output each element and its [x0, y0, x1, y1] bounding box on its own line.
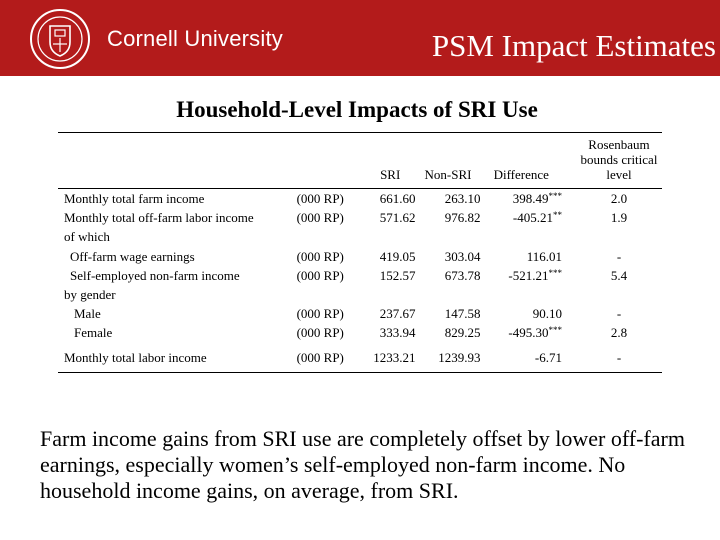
table-body	[58, 189, 662, 373]
row-label: Monthly total labor income	[58, 343, 297, 373]
row-non-sri-value: 829.25	[444, 325, 481, 341]
row-difference-value: -6.71	[534, 349, 562, 365]
row-non-sri-value	[415, 227, 480, 246]
header-non-sri: Non-SRI	[415, 133, 480, 189]
row-difference-cell	[481, 323, 576, 342]
slide-header	[0, 0, 720, 76]
row-sri-value: 1233.21	[365, 343, 416, 373]
row-unit: (000 RP)	[297, 343, 365, 373]
row-difference-cell	[481, 189, 576, 209]
row-non-sri-value: 147.58	[444, 306, 481, 322]
row-difference-cell	[481, 266, 576, 285]
row-label: by gender	[64, 287, 116, 303]
significance-marker: **	[552, 210, 562, 221]
row-label: Monthly total farm income	[64, 191, 205, 206]
header-unit-blank	[297, 133, 365, 189]
table-row	[58, 247, 662, 266]
row-difference-value: -495.30	[508, 325, 549, 341]
row-sri-value	[365, 285, 416, 304]
header-rosenbaum	[576, 133, 662, 189]
table-row	[58, 208, 662, 227]
row-difference-value: -405.21	[512, 210, 553, 226]
table-row	[58, 304, 662, 323]
slide-caption: Farm income gains from SRI use are completely offset by lower off-farm earnings, especially women’s self-employed non-farm income. No household income gains, on average, from SRI.	[40, 426, 685, 503]
row-label: Monthly total off-farm labor income	[64, 210, 254, 226]
table-row	[58, 343, 662, 373]
header-difference: Difference	[481, 133, 576, 189]
header-label-blank	[58, 133, 297, 189]
row-unit	[297, 285, 365, 304]
table-row	[58, 227, 662, 246]
row-unit: (000 RP)	[296, 306, 344, 322]
row-difference-cell	[481, 343, 576, 373]
row-rosenbaum-value: 5.4	[610, 267, 628, 283]
table-row	[58, 266, 662, 285]
slide-title: PSM Impact Estimates	[431, 28, 716, 63]
row-difference-cell	[481, 285, 576, 304]
row-sri-value: 333.94	[379, 325, 416, 341]
row-unit: (000 RP)	[296, 210, 344, 226]
row-label: Self-employed non-farm income	[70, 267, 240, 283]
row-label: Off-farm wage earnings	[70, 248, 195, 264]
row-unit: (000 RP)	[296, 248, 344, 264]
row-sri-value: 571.62	[379, 210, 416, 226]
row-unit: (000 RP)	[296, 325, 344, 341]
row-unit	[297, 227, 365, 246]
row-rosenbaum-value: 2.8	[610, 325, 628, 341]
significance-marker: ***	[548, 191, 562, 201]
row-label: Female	[74, 325, 113, 341]
cornell-seal-icon	[29, 8, 91, 70]
impact-table	[58, 132, 662, 373]
row-unit: (000 RP)	[296, 267, 344, 283]
row-difference-cell	[481, 227, 576, 246]
table-row	[58, 323, 662, 342]
row-difference-value: 398.49	[512, 191, 549, 206]
row-non-sri-value: 673.78	[444, 267, 481, 283]
row-non-sri-value	[415, 285, 480, 304]
row-label: of which	[64, 229, 110, 245]
row-rosenbaum-value: -	[576, 343, 662, 373]
row-sri-value: 661.60	[379, 191, 416, 206]
row-sri-value: 152.57	[379, 267, 416, 283]
row-rosenbaum-value: -	[616, 248, 622, 264]
row-sri-value: 237.67	[379, 306, 416, 322]
row-non-sri-value: 303.04	[444, 248, 481, 264]
row-non-sri-value: 976.82	[444, 210, 481, 226]
row-rosenbaum-value	[576, 285, 662, 304]
row-unit: (000 RP)	[296, 191, 344, 206]
row-difference-value: -521.21	[508, 267, 549, 283]
row-non-sri-value: 1239.93	[415, 343, 480, 373]
row-rosenbaum-value: 2.0	[610, 191, 628, 206]
row-difference-value: 116.01	[526, 248, 562, 264]
significance-marker: ***	[548, 325, 562, 336]
significance-marker: ***	[548, 267, 562, 278]
row-sri-value: 419.05	[379, 248, 416, 264]
table-header	[58, 133, 662, 189]
row-rosenbaum-value: -	[616, 306, 622, 322]
university-name: Cornell University	[107, 26, 283, 51]
row-rosenbaum-value	[576, 227, 662, 246]
row-rosenbaum-value: 1.9	[610, 210, 628, 226]
row-difference-cell	[481, 247, 576, 266]
row-difference-value: 90.10	[532, 306, 562, 322]
table-row	[58, 189, 662, 209]
header-sri: SRI	[365, 133, 416, 189]
row-label: Male	[74, 306, 101, 322]
row-non-sri-value: 263.10	[444, 191, 481, 206]
row-difference-cell	[481, 208, 576, 227]
header-rosenbaum-text: Rosenbaum bounds critical level	[580, 137, 658, 182]
table-title: Household-Level Impacts of SRI Use	[176, 97, 538, 122]
row-difference-cell	[481, 304, 576, 323]
table-row	[58, 285, 662, 304]
row-sri-value	[365, 227, 416, 246]
